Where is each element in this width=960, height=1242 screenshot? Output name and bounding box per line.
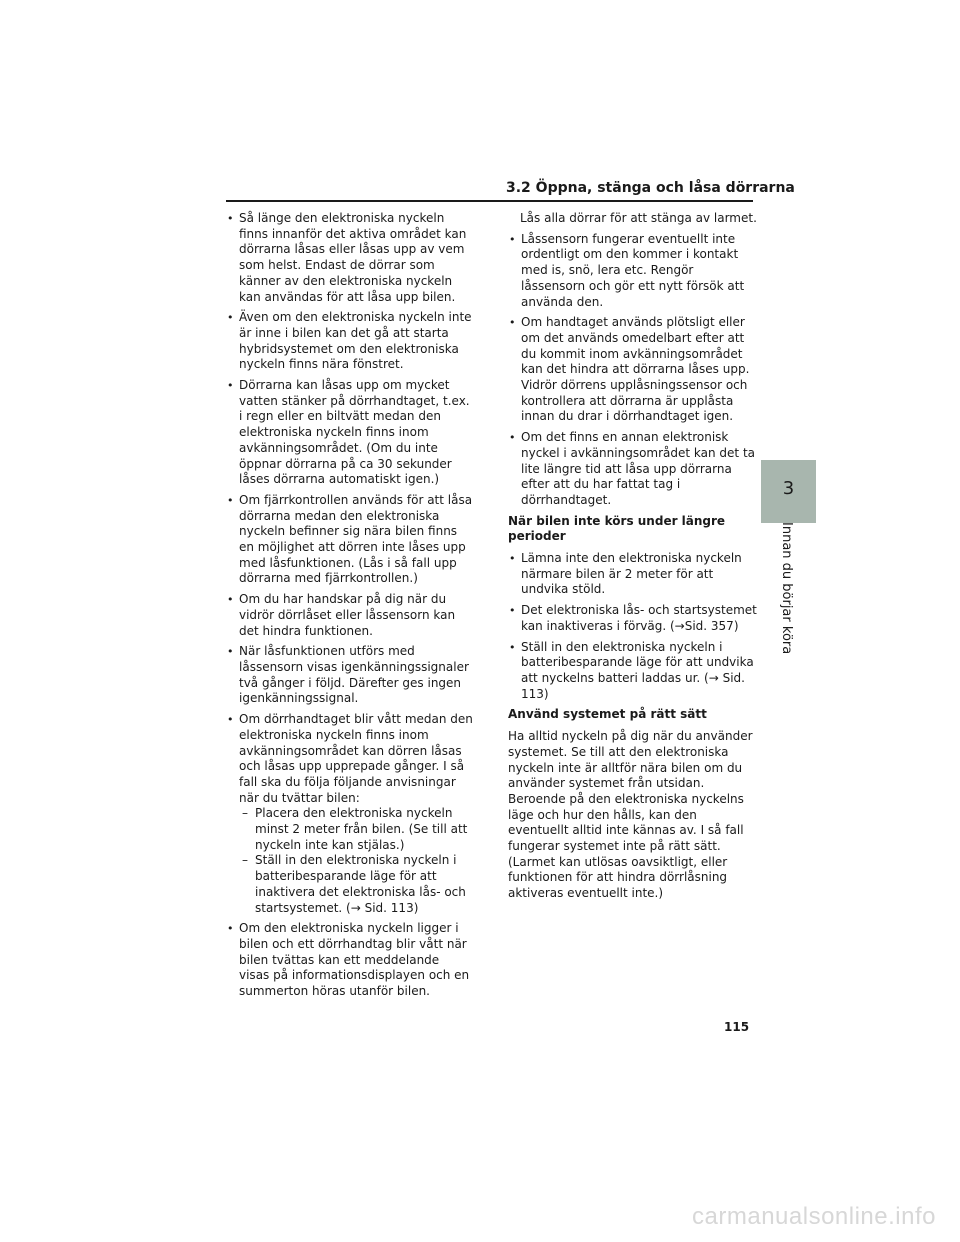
bullet-item: • Låssensorn fungerar eventuellt inte ordentligt om den kommer i kontakt med is, snö, lera etc. Rengör låssensorn och gör ett nytt försök att använda den. <box>508 232 758 311</box>
bullet-item: • Dörrarna kan låsas upp om mycket vatten stänker på dörrhandtaget, t.ex. i regn eller en biltvätt medan den elektroniska nyckeln finns inom avkänningsområdet. (Om du inte öppnar dörrarna på ca 30 sekunder låses dörrarna automatiskt igen.) <box>226 378 473 488</box>
bullet-item: • Lämna inte den elektroniska nyckeln närmare bilen är 2 meter för att undvika stöld. <box>508 551 758 598</box>
bullet-item: • Om den elektroniska nyckeln ligger i bilen och ett dörrhandtag blir vått när bilen tvättas kan ett meddelande visas på informationsdisplayen och en summerton höras utanför bilen. <box>226 921 473 1000</box>
body-paragraph: Ha alltid nyckeln på dig när du använder systemet. Se till att den elektroniska nyckeln inte är alltför nära bilen om du använder systemet från utsidan. Beroende på den elektroniska nyckelns läge och hur den hålls, kan den eventuellt alltid inte kännas av. I så fall fungerar systemet inte på rätt sätt. (Larmet kan utlösas oavsiktligt, eller funktionen för att hindra dörrlåsning aktiveras eventuellt inte.) <box>508 729 753 901</box>
bullet-item: • När låsfunktionen utförs med låssensorn visas igenkänningssignaler två gånger i följd. Därefter ges ingen igenkänningssignal. <box>226 644 473 707</box>
sub-item: – Placera den elektroniska nyckeln minst 2 meter från bilen. (Se till att nyckeln inte kan stjälas.) <box>226 806 473 853</box>
bullet-item: • Om dörrhandtaget blir vått medan den elektroniska nyckeln finns inom avkänningsområdet kan dörren låsas och låsas upp upprepade gånger. I så fall ska du följa följande anvisningar när du tvättar bilen: <box>226 712 473 806</box>
bullet-item: • Om du har handskar på dig när du vidrör dörrlåset eller låssensorn kan det hindra funktionen. <box>226 592 473 639</box>
section-heading: När bilen inte körs under längre perioder <box>508 513 726 544</box>
bullet-item: • Ställ in den elektroniska nyckeln i batteribesparande läge för att undvika att nyckelns batteri laddas ur. (→ Sid. 113) <box>508 640 758 703</box>
chapter-label: Innan du börjar köra <box>779 522 794 655</box>
bullet-item: • Så länge den elektroniska nyckeln finns innanför det aktiva området kan dörrarna låsas eller låsas upp av vem som helst. Endast de dörrar som känner av den elektroniska nyckeln kan användas för att låsa upp bilen. <box>226 211 473 305</box>
left-column <box>226 211 473 1005</box>
bullet-item: • Det elektroniska lås- och startsystemet kan inaktiveras i förväg. (→Sid. 357) <box>508 603 758 634</box>
section-heading: Använd systemet på rätt sätt <box>508 707 707 722</box>
chapter-number: 3 <box>782 478 795 499</box>
sub-item: – Ställ in den elektroniska nyckeln i batteribesparande läge för att inaktivera det elektroniska lås- och startsystemet. (→ Sid. 113) <box>226 853 473 916</box>
bullet-item: • Om fjärrkontrollen används för att låsa dörrarna medan den elektroniska nyckeln befinner sig nära bilen finns en möjlighet att dörren inte låses upp med låsfunktionen. (Lås i så fall upp dörrarna med fjärrkontrollen.) <box>226 493 473 587</box>
right-column <box>508 211 758 902</box>
watermark: carmanualsonline.info <box>692 1203 936 1230</box>
bullet-item: • Om handtaget används plötsligt eller om det används omedelbart efter att du kommit inom avkänningsområdet kan det hindra att dörrarna låses upp. Vidrör dörrens upplåsningssensor och kontrollera att dörrarna är upplåsta innan du drar i dörrhandtaget igen. <box>508 315 758 425</box>
bullet-item: • Om det finns en annan elektronisk nyckel i avkänningsområdet kan det ta lite längre tid att låsa upp dörrarna efter att du har fattat tag i dörrhandtaget. <box>508 430 758 509</box>
chapter-tab <box>761 460 816 523</box>
page-number: 115 <box>724 1020 750 1034</box>
header-rule <box>226 200 753 202</box>
continued-text: Lås alla dörrar för att stänga av larmet. <box>520 211 757 225</box>
section-header: 3.2 Öppna, stänga och låsa dörrarna <box>506 180 795 196</box>
bullet-item: • Även om den elektroniska nyckeln inte är inne i bilen kan det gå att starta hybridsystemet om den elektroniska nyckeln finns nära fönstret. <box>226 310 473 373</box>
